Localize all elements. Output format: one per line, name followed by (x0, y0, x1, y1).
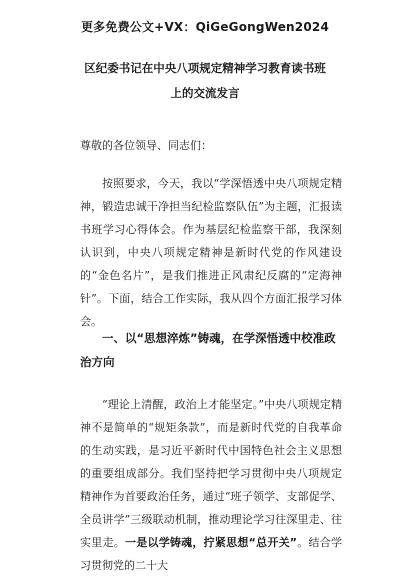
paragraph-section-1-tail: 。结合学习贯彻党的二十大 (80, 536, 343, 572)
document-title: 区纪委书记在中央八项规定精神学习教育读书班上的交流发言 (84, 61, 326, 100)
watermark-header: 更多免费公文+VX：QiGeGongWen2024 (80, 20, 329, 34)
paragraph-intro: 按照要求，今天，我以“学深悟透中央八项规定精神，锻造忠诚干净担当纪检监察队伍”为主题，汇报读书班学习心得体会。作为基层纪检监察干部，我深刻认识到，中央八项规定精神是新时代党的作风建设的“金色名片”，是我们推进正风肃纪反腐的“定海神针”。下面，结合工作实际，我从四个方面汇报学习体会。 (80, 177, 342, 328)
section-heading-1: 一、以“思想淬炼”铸魂，在学深悟透中校准政治方向 (80, 331, 336, 369)
greeting: 尊敬的各位领导、同志们： (80, 139, 212, 152)
paragraph-section-1-lead: “理论上清醒，政治上才能坚定。”中央八项规定精神不是简单的“规矩条款”，而是新时代党的自我革命的生动实践，是习近平新时代中国特色社会主义思想的重要组成部分。我们坚持把学习贯彻中央八项规定精神作为首要政治任务，通过“班子领学、支部促学、全员讲学”三级联动机制，推动理论学习往深里走、往实里走。 (80, 398, 342, 549)
paragraph-section-1 (80, 393, 342, 577)
paragraph-section-1-bold: 一是以学铸魂，拧紧思想“总开关” (124, 536, 298, 549)
